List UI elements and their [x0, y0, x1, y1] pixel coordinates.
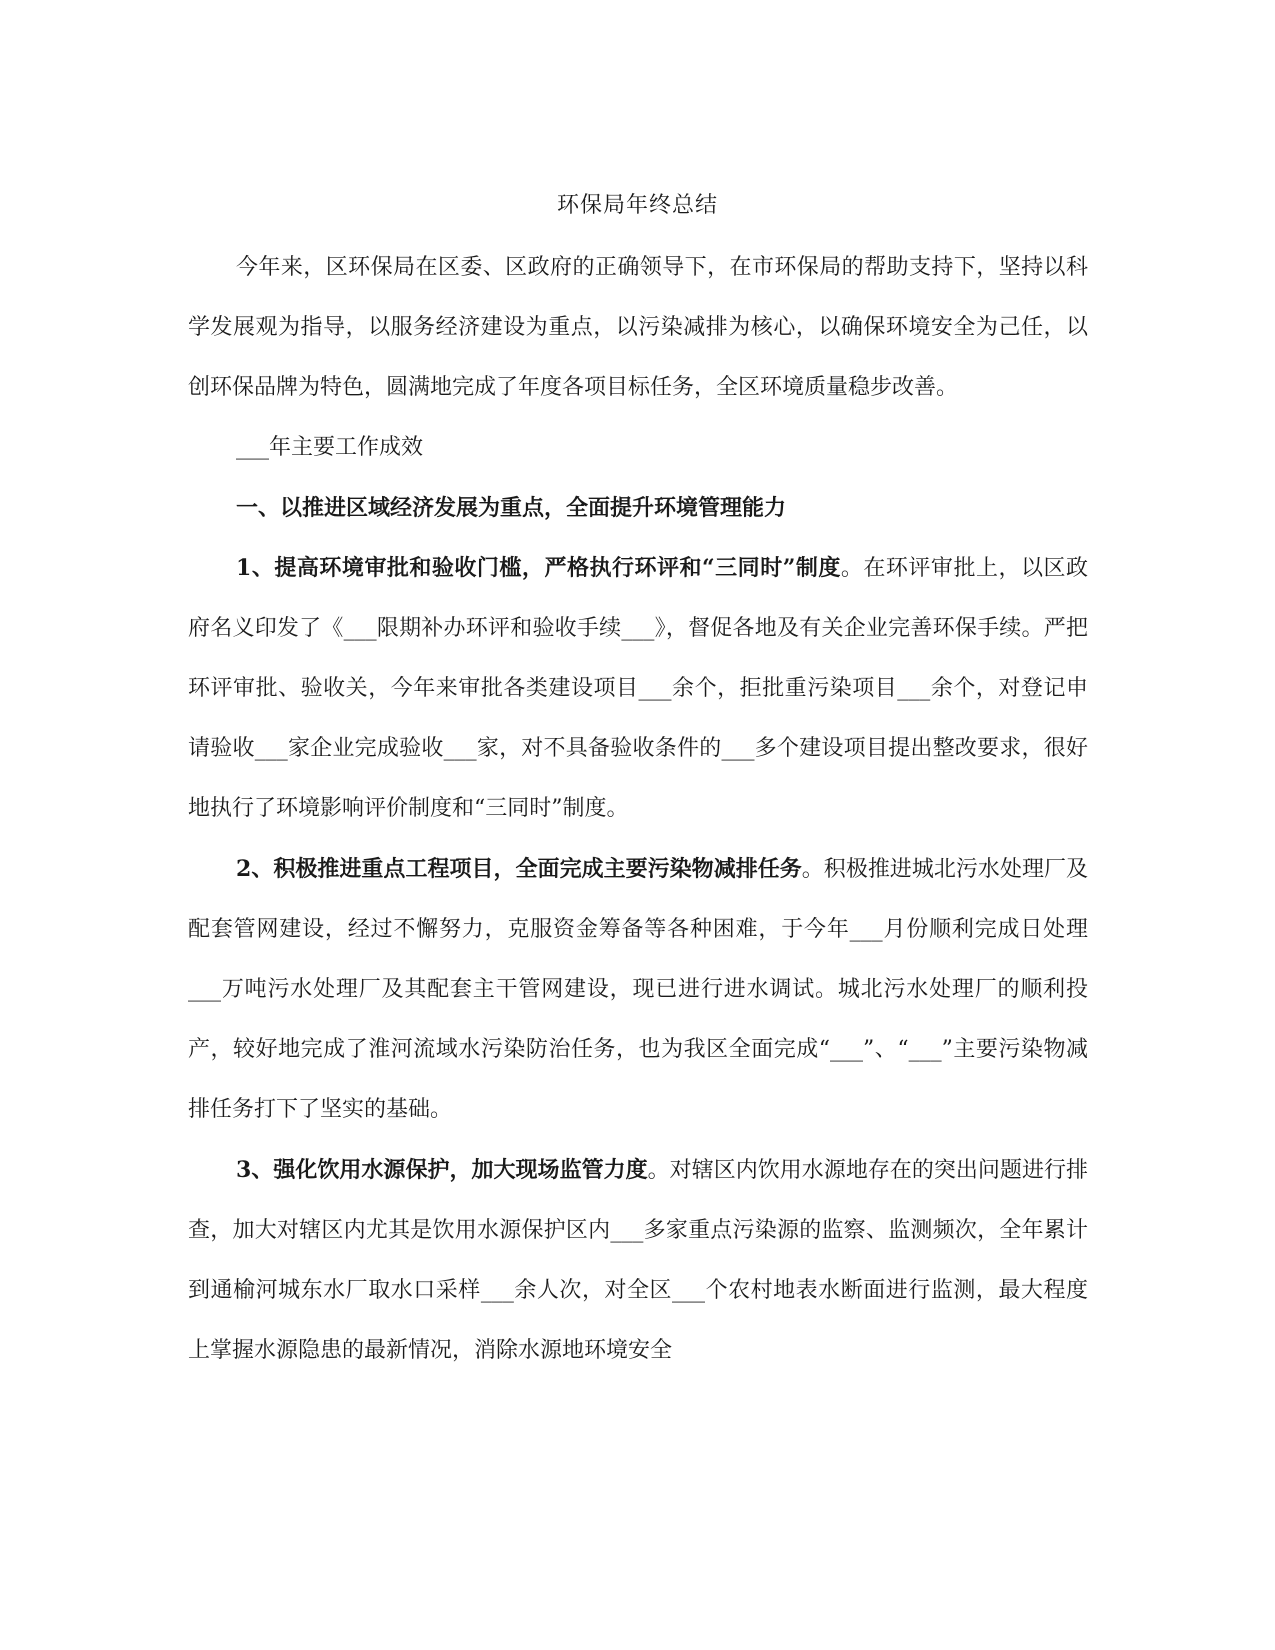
item3-paragraph [188, 1140, 1088, 1381]
document-body [188, 238, 1088, 1381]
item2-text: 。积极推进城北污水处理厂及配套管网建设，经过不懈努力，克服资金筹备等各种困难，于今年___月份顺利完成日处理___万吨污水处理厂及其配套主干管网建设，现已进行进水调试。城北污水处理厂的顺利投产，较好地完成了淮河流域水污染防治任务，也为我区全面完成“___”、“___”主要污染物减排任务打下了坚实的基础。 [188, 857, 1088, 1122]
subheading-paragraph: ___年主要工作成效 [236, 435, 424, 460]
item1-paragraph [188, 538, 1088, 839]
intro-paragraph: 今年来，区环保局在区委、区政府的正确领导下，在市环保局的帮助支持下，坚持以科学发展观为指导，以服务经济建设为重点，以污染减排为核心，以确保环境安全为己任，以创环保品牌为特色，圆满地完成了年度各项目标任务，全区环境质量稳步改善。 [188, 255, 1088, 400]
item3-text: 。对辖区内饮用水源地存在的突出问题进行排查，加大对辖区内尤其是饮用水源保护区内___多家重点污染源的监察、监测频次，全年累计到通榆河城东水厂取水口采样___余人次，对全区___个农村地表水断面进行监测，最大程度上掌握水源隐患的最新情况，消除水源地环境安全 [188, 1158, 1088, 1363]
item3-heading: 3、强化饮用水源保护，加大现场监管力度 [236, 1157, 648, 1183]
document-title: 环保局年终总结 [556, 193, 718, 218]
item1-text: 。在环评审批上，以区政府名义印发了《___限期补办环评和验收手续___》，督促各地及有关企业完善环保手续。严把环评审批、验收关，今年来审批各类建设项目___余个，拒批重污染项目___余个，对登记申请验收___家企业完成验收___家，对不具备验收条件的___多个建设项目提出整改要求，很好地执行了环境影响评价制度和“三同时”制度。 [188, 556, 1088, 821]
item1-heading: 1、提高环境审批和验收门槛，严格执行环评和“三同时”制度 [236, 555, 841, 581]
item2-paragraph [188, 839, 1088, 1140]
item2-heading: 2、积极推进重点工程项目，全面完成主要污染物减排任务 [236, 856, 802, 882]
section1-heading: 一、以推进区域经济发展为重点，全面提升环境管理能力 [236, 495, 787, 521]
